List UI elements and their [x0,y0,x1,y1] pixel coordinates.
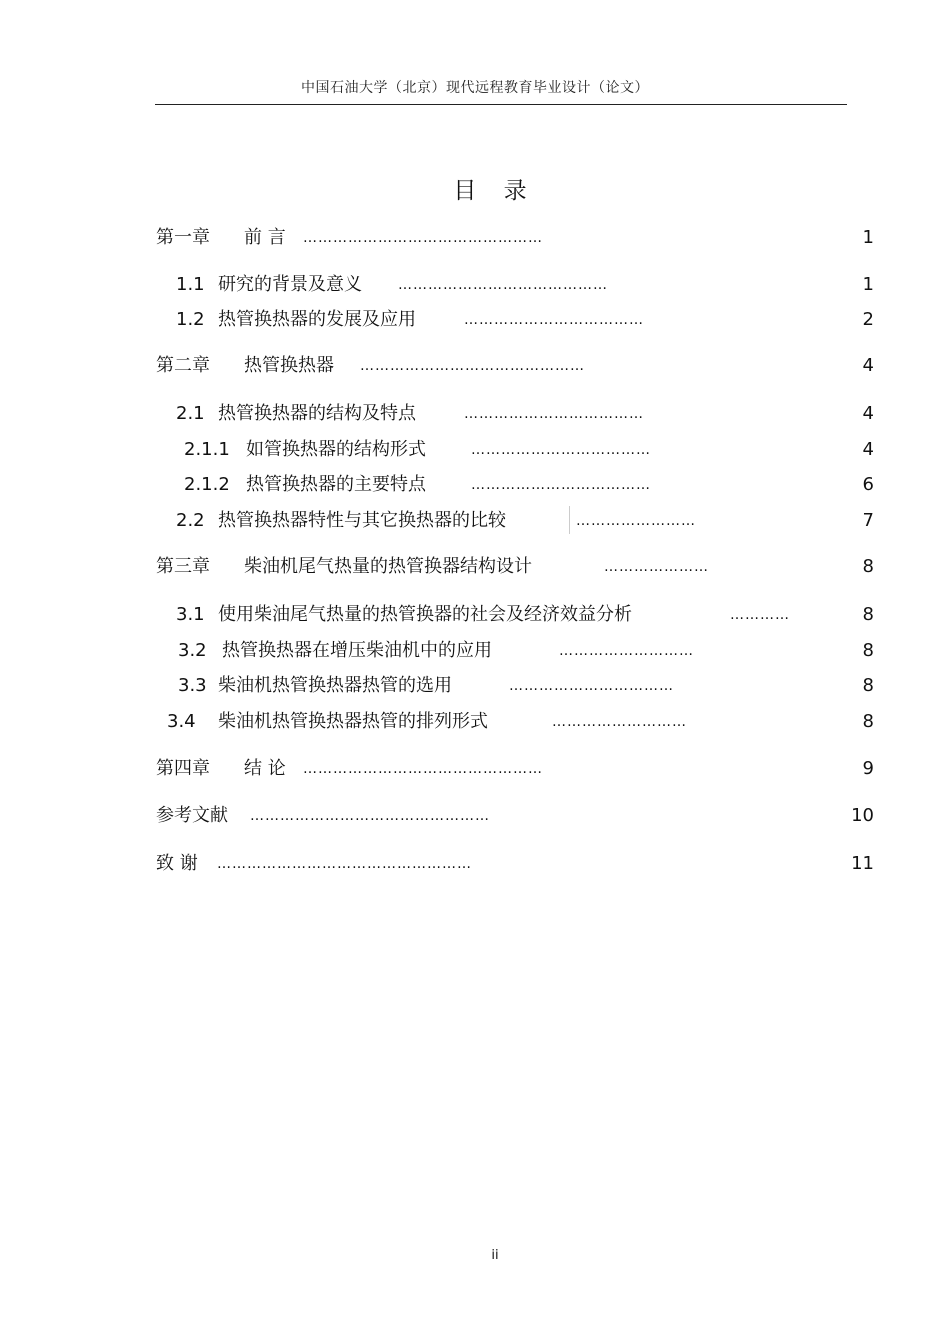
toc-entry-number: 2.1 [176,403,205,424]
toc-entry-3-1[interactable] [0,601,950,629]
toc-leader-dots: ……………………… [559,643,694,659]
toc-entry-2-2[interactable] [0,507,950,535]
toc-entry-chapter-2[interactable] [0,352,950,380]
toc-leader-dots: …………………………………………… [217,856,472,872]
toc-entry-page: 7 [862,510,874,531]
toc-entry-chapter-3[interactable] [0,553,950,581]
toc-entry-number: 第三章 [156,556,210,577]
toc-entry-page: 6 [862,474,874,495]
toc-entry-label: 热管换热器的结构及特点 [218,403,416,424]
toc-entry-label: 热管换热器的发展及应用 [218,309,416,330]
toc-leader-dots: ………… [730,607,790,623]
page-number: ii [491,1248,499,1263]
toc-entry-page: 8 [862,675,874,696]
toc-entry-acknowledgements[interactable] [0,850,950,878]
toc-entry-page: 1 [862,227,874,248]
toc-entry-number: 2.1.2 [184,474,230,495]
toc-entry-page: 8 [862,711,874,732]
toc-leader-dots: ……………………………… [464,406,644,422]
toc-entry-number: 1.1 [176,274,205,295]
toc-leader-dots: …………………………………… [398,277,608,293]
toc-entry-page: 11 [851,853,874,874]
toc-entry-label: 结 论 [244,758,286,779]
running-header: 中国石油大学（北京）现代远程教育毕业设计（论文） [301,80,649,96]
toc-entry-label: 参考文献 [156,805,228,826]
toc-leader-dots: ………………………………………… [250,808,490,824]
toc-entry-references[interactable] [0,802,950,830]
toc-entry-label: 热管换热器在增压柴油机中的应用 [222,640,492,661]
toc-entry-page: 1 [862,274,874,295]
toc-entry-label: 前 言 [244,227,286,248]
toc-leader-dots: …………………… [576,513,696,529]
toc-entry-label: 致 谢 [156,853,198,874]
toc-entry-label: 柴油机热管换热器热管的排列形式 [218,711,488,732]
toc-entry-2-1-2[interactable] [0,471,950,499]
toc-entry-label: 热管换热器的主要特点 [246,474,426,495]
toc-leader-dots: ……………………………………… [360,358,585,374]
toc-entry-page: 2 [862,309,874,330]
toc-leader-dots: ………………… [604,559,709,575]
toc-entry-3-2[interactable] [0,637,950,665]
toc-entry-number: 第二章 [156,355,210,376]
toc-leader-dots: ……………………………… [471,442,651,458]
toc-entry-1-2[interactable] [0,306,950,334]
toc-leader-dots: ……………………………… [471,477,651,493]
toc-entry-number: 2.2 [176,510,205,531]
toc-entry-page: 4 [862,355,874,376]
toc-entry-page: 8 [862,640,874,661]
toc-entry-2-1-1[interactable] [0,436,950,464]
toc-leader-dots: …………………………… [509,678,674,694]
toc-entry-label: 研究的背景及意义 [218,274,362,295]
toc-entry-label: 柴油机尾气热量的热管换器结构设计 [244,556,532,577]
text-cursor-mark [569,506,570,534]
toc-entry-page: 8 [862,604,874,625]
toc-entry-number: 3.4 [167,711,196,732]
toc-leader-dots: ……………………………… [464,312,644,328]
toc-entry-page: 9 [862,758,874,779]
toc-entry-page: 4 [862,439,874,460]
toc-entry-page: 10 [851,805,874,826]
toc-leader-dots: ………………………………………… [303,761,543,777]
toc-entry-3-3[interactable] [0,672,950,700]
toc-entry-number: 第四章 [156,758,210,779]
header-divider [155,104,847,105]
toc-entry-number: 1.2 [176,309,205,330]
toc-entry-label: 柴油机热管换热器热管的选用 [218,675,452,696]
toc-entry-label: 如管换热器的结构形式 [246,439,426,460]
toc-entry-label: 使用柴油尾气热量的热管换器的社会及经济效益分析 [218,604,632,625]
toc-leader-dots: ………………………………………… [303,230,543,246]
toc-entry-label: 热管换热器特性与其它换热器的比较 [218,510,506,531]
toc-entry-number: 第一章 [156,227,210,248]
toc-leader-dots: ……………………… [552,714,687,730]
toc-title: 目 录 [453,178,537,204]
toc-entry-number: 3.2 [178,640,207,661]
toc-entry-page: 8 [862,556,874,577]
toc-entry-number: 3.1 [176,604,205,625]
toc-entry-number: 3.3 [178,675,207,696]
toc-entry-number: 2.1.1 [184,439,230,460]
toc-entry-1-1[interactable] [0,271,950,299]
toc-entry-page: 4 [862,403,874,424]
toc-entry-3-4[interactable] [0,708,950,736]
toc-entry-2-1[interactable] [0,400,950,428]
toc-entry-label: 热管换热器 [244,355,334,376]
toc-entry-chapter-1[interactable] [0,224,950,252]
toc-entry-chapter-4[interactable] [0,755,950,783]
